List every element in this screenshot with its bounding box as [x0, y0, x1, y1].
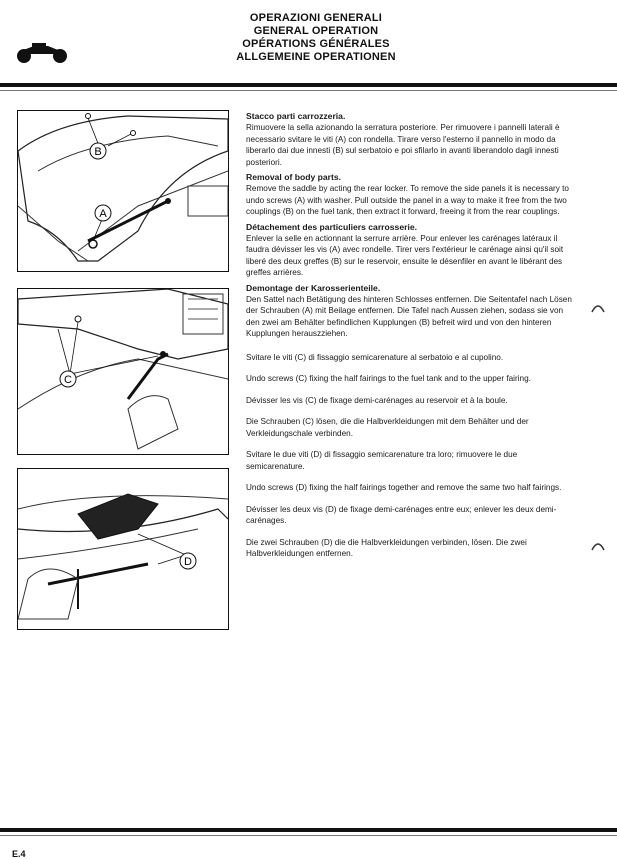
paragraph-d-de: Die zwei Schrauben (D) die die Halbverkleidungen verbinden, lösen. Die zwei Halbverkleidungen entfernen.: [246, 537, 527, 558]
header-line-it: OPERAZIONI GENERALI: [249, 12, 383, 24]
footer-rule-thin: [0, 835, 617, 836]
header-rule: [0, 83, 617, 87]
header-line-en: GENERAL OPERATION: [253, 25, 379, 37]
section-title-it: Stacco parti carrozzeria.: [246, 111, 346, 121]
header-line-fr: OPÉRATIONS GÉNÉRALES: [242, 38, 390, 50]
section-title-fr: Détachement des particuliers carrosserie.: [246, 221, 418, 232]
header-rule-thin: [0, 90, 617, 91]
paragraph-d-it: Svitare le due viti (D) di fissaggio semicarenature tra loro; rimuovere le due semicarenature.: [246, 450, 518, 471]
binder-hole-icon: [591, 300, 605, 314]
binder-hole-icon: [591, 538, 605, 552]
figure-half-fairing-screws-d: [17, 468, 229, 630]
section-body-en: Remove the saddle by acting the rear locker. To remove the side panels it is necessary to undo screws (A) with washer. Pull outside the panel in a way to make it free from the two couplings (B) on the fuel tank, then extract it forward, freeing it from the rear couplings.: [246, 184, 569, 216]
motorcycle-logo-icon: [14, 40, 70, 64]
fairing-joint-illustration: [18, 469, 228, 629]
fig3-label-d: D: [184, 556, 192, 568]
paragraph-c-it: Svitare le viti (C) di fissaggio semicarenature al serbatoio e al cupolino.: [246, 352, 504, 362]
paragraph-d-en: Undo screws (D) fixing the half fairings together and remove the same two half fairings.: [246, 483, 562, 492]
section-body-de: Den Sattel nach Betätigung des hinteren Schlosses entfernen. Die Seitentafel nach Lösen der Schrauben (A) mit Beilage entfernen. Die Tafel nach Aussen ziehen, sodass sie von den zwei am Behälter befindlichen Kupplungen (B) befreit wird und von den hinteren Kupplungen herauszziehen.: [246, 294, 572, 338]
section-title-de: Demontage der Karosserienteile.: [246, 282, 381, 293]
figure-side-panel-removal: [17, 110, 229, 272]
fig1-label-a: A: [99, 208, 107, 220]
paragraph-c-fr: Dévisser les vis (C) de fixage demi-carénages au reservoir et à la boule.: [246, 395, 508, 405]
header-line-de: ALLGEMEINE OPERATIONEN: [236, 51, 396, 63]
page-header: [200, 12, 432, 64]
page-number: E.4: [12, 849, 26, 859]
section-body-fr: Enlever la selle en actionnant la serrure arrière. Pour enlever les carénages latéraux il faudra dévisser les vis (A) avec rondelle. Tirer vers l'extérieur le carénage ainsi qu'il soit liberé des deux greffes (B) sur le reservoir, ensuite le désenfiler en avant le libérant des greffes arrières.: [246, 233, 564, 277]
fig2-label-c: C: [64, 374, 72, 386]
figure-half-fairing-screws-c: [17, 288, 229, 455]
section-body-it: Rimuovere la sella azionando la serratura posteriore. Per rimuovere i pannelli laterali è necessario svitare le viti (A) con rondella. Tirare verso l'esterno il pannello in modo da liberarlo dai due innesti (B) sul serbatoio e poi sfilarlo in avanti liberandolo dagli innesti posteriori.: [246, 123, 560, 167]
fairing-screws-illustration: [18, 289, 228, 454]
fig1-label-b: B: [94, 146, 102, 158]
paragraph-d-fr: Dévisser les deux vis (D) de fixage demi-carénages entre eux; enlever les deux demi-carénages.: [246, 504, 557, 525]
paragraph-c-de: Die Schrauben (C) lösen, die die Halbverkleidungen mit dem Behälter und der Verkleidungschale verbinden.: [246, 417, 529, 438]
footer-rule: [0, 828, 617, 832]
side-panel-illustration: [18, 111, 228, 271]
paragraph-c-en: Undo screws (C) fixing the half fairings to the fuel tank and to the upper fairing.: [246, 374, 531, 383]
instructions-column: [246, 110, 576, 570]
section-title-en: Removal of body parts.: [246, 172, 342, 182]
